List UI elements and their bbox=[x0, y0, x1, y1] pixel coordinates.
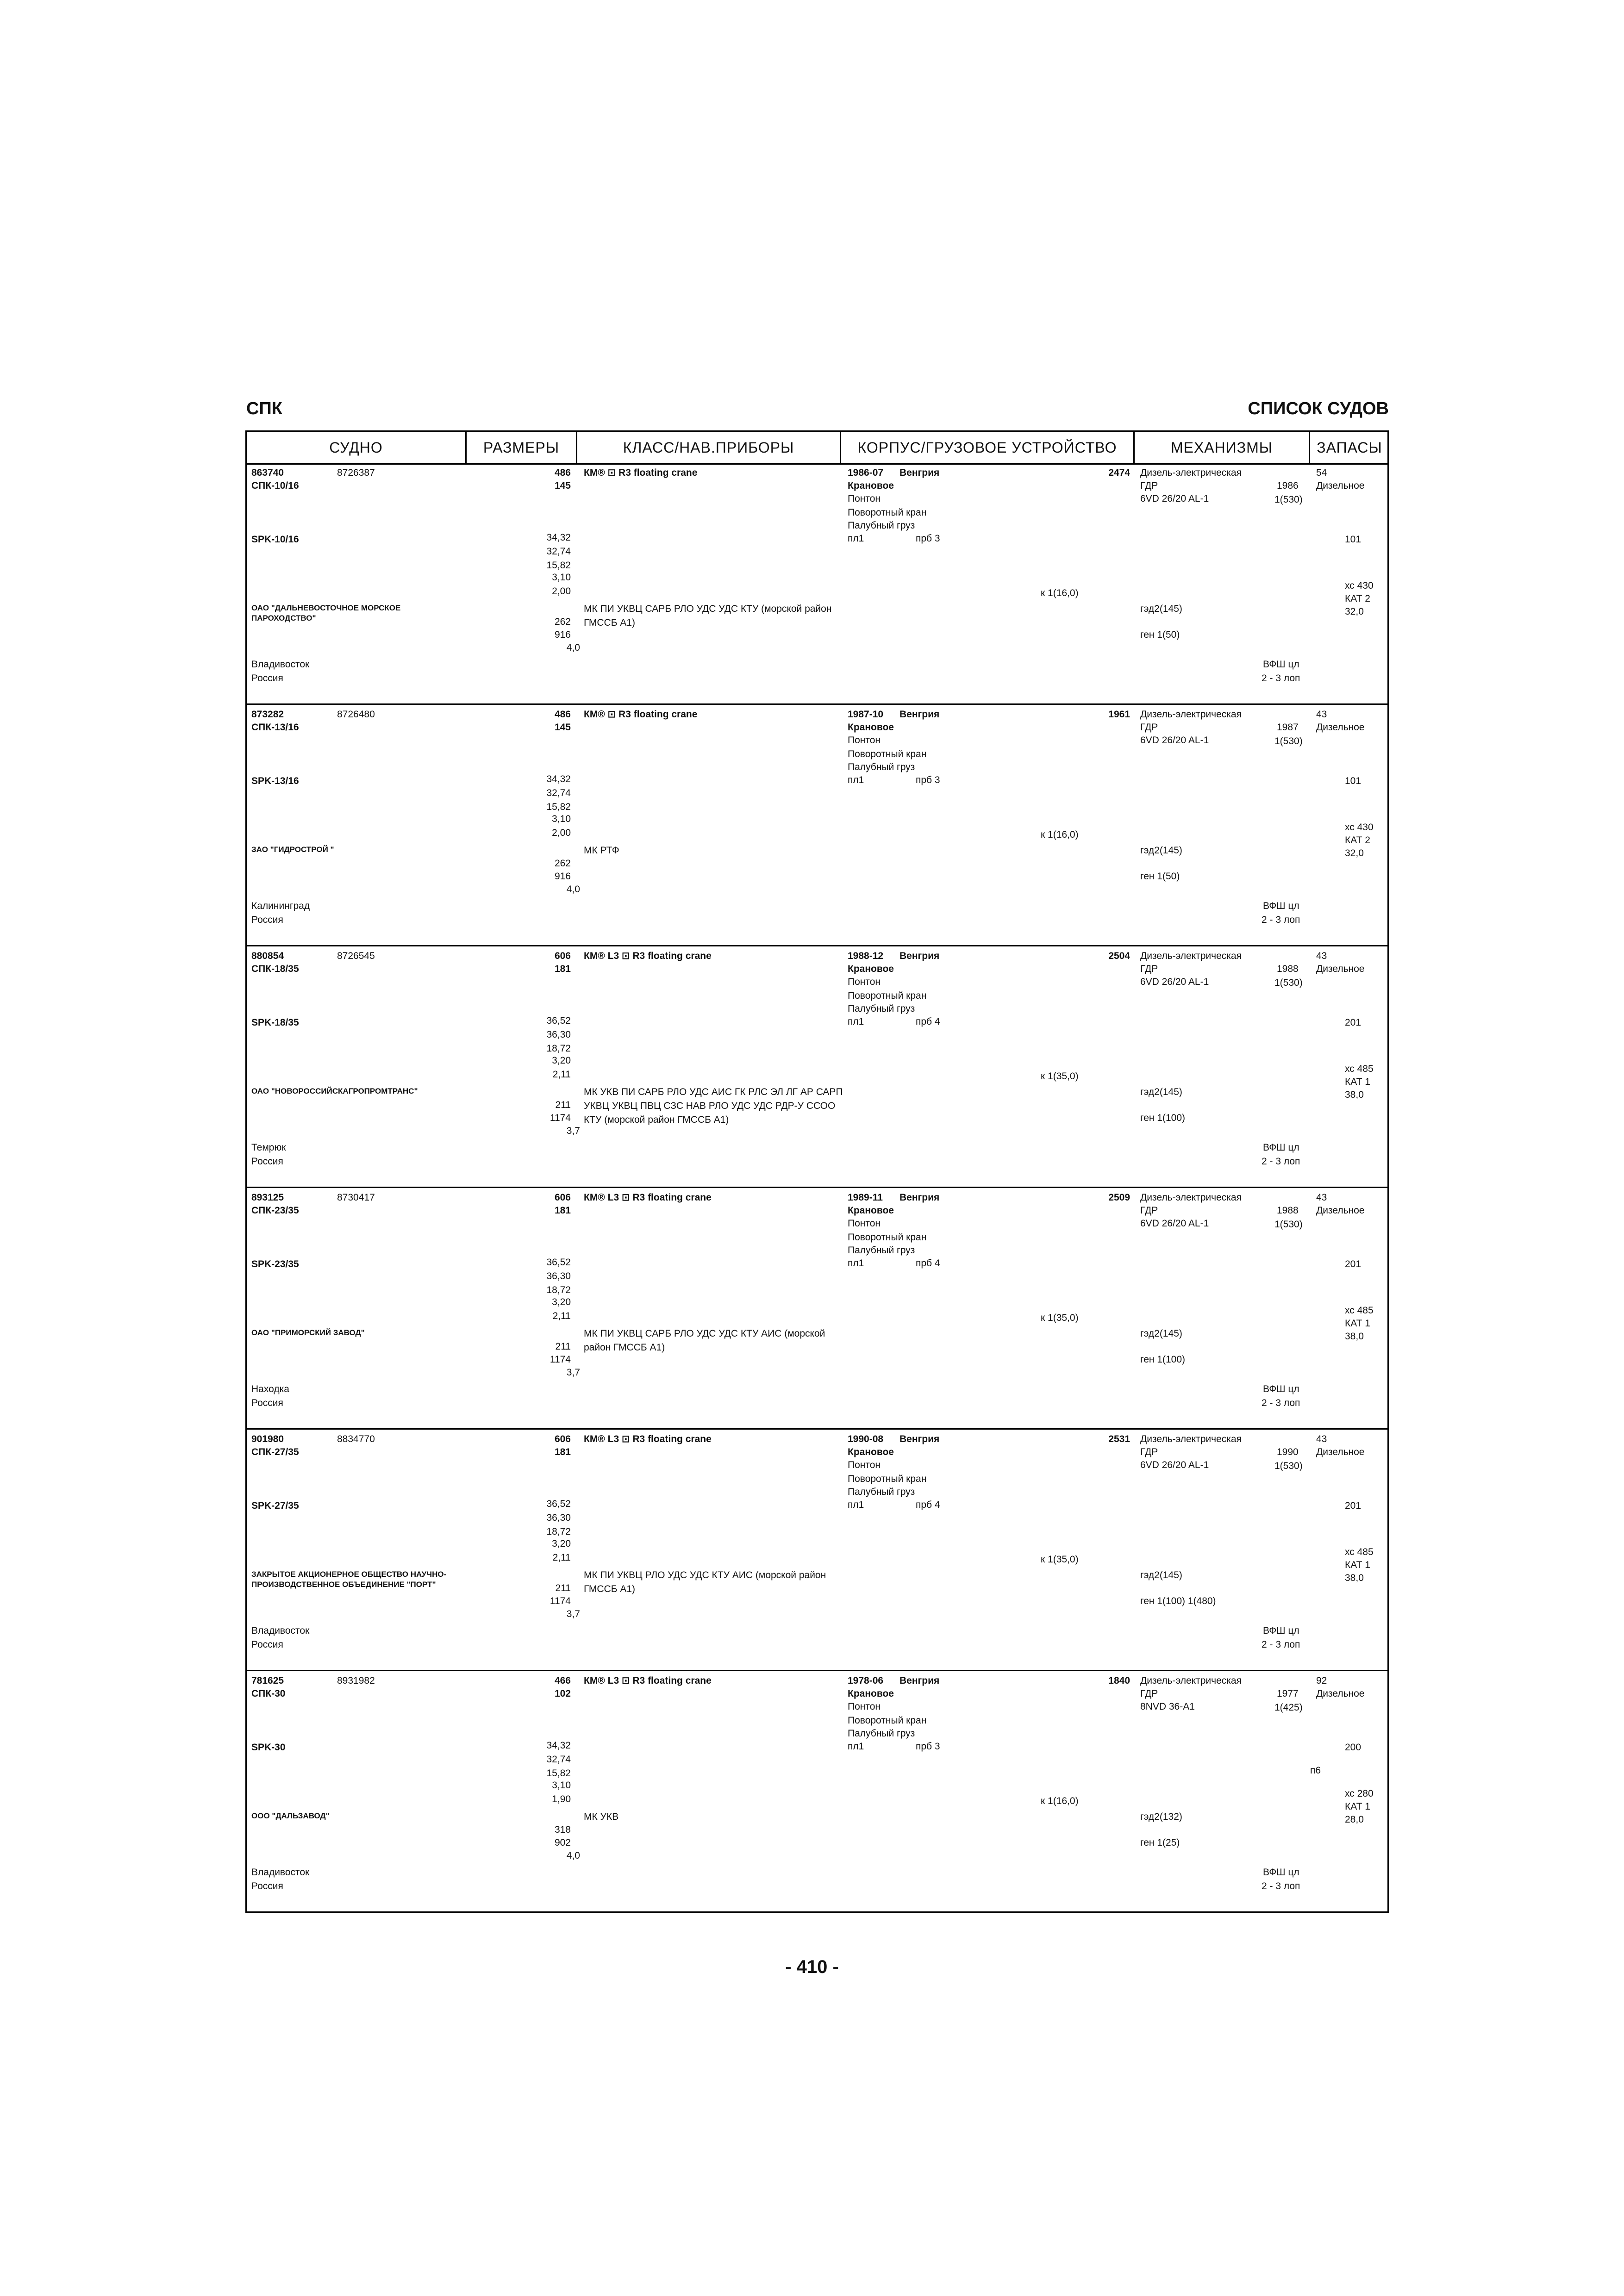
stores-crew: 43 bbox=[1316, 1434, 1327, 1444]
machinery-country: ГДР bbox=[1140, 964, 1158, 974]
speed: 3,7 bbox=[566, 1609, 580, 1619]
column-header-class: КЛАСС/НАВ.ПРИБОРЫ bbox=[623, 439, 794, 456]
navigation-equipment: МК ПИ УКВЦ САРБ РЛО УДС УДС КТУ АИС (морской район ГМССБ А1) bbox=[584, 1328, 825, 1353]
hull-tonnage: 2531 bbox=[1108, 1434, 1130, 1444]
hull-tonnage: 2509 bbox=[1108, 1192, 1130, 1203]
length-overall: 34,32 bbox=[546, 1740, 571, 1751]
vessel-latin-name: SPK-30 bbox=[251, 1742, 286, 1753]
hull-deck-cargo: Палубный груз bbox=[848, 762, 915, 772]
stores-category: КАТ 1 bbox=[1345, 1076, 1370, 1087]
owner-name: ОАО "НОВОРОССИЙСКАГРОПРОМТРАНС" bbox=[251, 1087, 418, 1095]
machinery-type: Дизель-электрическая bbox=[1140, 709, 1242, 720]
stores-value: 38,0 bbox=[1345, 1331, 1364, 1342]
stores-crew: 43 bbox=[1316, 709, 1327, 720]
draught: 2,11 bbox=[552, 1069, 571, 1080]
breadth: 15,82 bbox=[546, 802, 571, 812]
navigation-equipment: МК РТФ bbox=[584, 845, 619, 856]
net-tonnage: 145 bbox=[554, 480, 571, 491]
propulsion-motors: гэд2(132) bbox=[1140, 1811, 1182, 1822]
fuel-type: Дизельное bbox=[1316, 1205, 1365, 1216]
displacement: 902 bbox=[554, 1837, 571, 1848]
crane-capacity: к 1(35,0) bbox=[1041, 1313, 1079, 1323]
length-pp: 36,30 bbox=[546, 1029, 571, 1040]
propeller-blades: 2 - 3 лоп bbox=[1262, 1639, 1300, 1650]
vessel-table bbox=[245, 430, 1389, 1913]
column-header-hull: КОРПУС/ГРУЗОВОЕ УСТРОЙСТВО bbox=[857, 439, 1117, 456]
speed: 3,7 bbox=[566, 1126, 580, 1136]
hull-deck-cargo: Палубный груз bbox=[848, 1003, 915, 1014]
engine-power: 1(530) bbox=[1274, 977, 1303, 988]
stores-fuel: хс 485 bbox=[1345, 1064, 1374, 1074]
home-port: Владивосток bbox=[251, 1867, 310, 1878]
length-pp: 32,74 bbox=[546, 1754, 571, 1765]
imo-number: 8726387 bbox=[337, 467, 375, 478]
stores-capacity: 200 bbox=[1345, 1742, 1362, 1753]
vessel-record bbox=[247, 705, 1387, 946]
machinery-year: 1987 bbox=[1277, 722, 1299, 733]
flag-country: Россия bbox=[251, 1156, 283, 1167]
displacement: 1174 bbox=[550, 1354, 571, 1365]
generators: ген 1(100) bbox=[1140, 1354, 1186, 1365]
machinery-type: Дизель-электрическая bbox=[1140, 1192, 1242, 1203]
length-overall: 34,32 bbox=[546, 532, 571, 543]
imo-number: 8931982 bbox=[337, 1675, 375, 1686]
owner-name: ЗАО "ГИДРОСТРОЙ " bbox=[251, 845, 334, 854]
breadth: 18,72 bbox=[546, 1285, 571, 1295]
propeller-type: ВФШ цл bbox=[1263, 1625, 1299, 1636]
imo-number: 8730417 bbox=[337, 1192, 375, 1203]
owner-name: ОАО "ПРИМОРСКИЙ ЗАВОД" bbox=[251, 1328, 365, 1337]
fuel-type: Дизельное bbox=[1316, 964, 1365, 974]
engine-model: 6VD 26/20 AL-1 bbox=[1140, 1218, 1209, 1229]
breadth: 18,72 bbox=[546, 1043, 571, 1054]
length-overall: 36,52 bbox=[546, 1015, 571, 1026]
draught: 1,90 bbox=[552, 1794, 571, 1804]
stores-capacity: 101 bbox=[1345, 534, 1362, 545]
hull-pontoon: Понтон bbox=[848, 1460, 881, 1470]
hull-tonnage: 2504 bbox=[1108, 951, 1130, 961]
machinery-type: Дизель-электрическая bbox=[1140, 1434, 1242, 1444]
stores-fuel: хс 430 bbox=[1345, 580, 1374, 591]
displacement: 1174 bbox=[550, 1596, 571, 1606]
gross-tonnage: 606 bbox=[554, 1434, 571, 1444]
hull-pontoon: Понтон bbox=[848, 1701, 881, 1712]
net-tonnage: 102 bbox=[554, 1688, 571, 1699]
machinery-country: ГДР bbox=[1140, 722, 1158, 733]
propeller-type: ВФШ цл bbox=[1263, 1867, 1299, 1878]
deadweight: 318 bbox=[554, 1824, 571, 1835]
depth: 3,10 bbox=[552, 572, 571, 583]
propulsion-motors: гэд2(145) bbox=[1140, 1328, 1182, 1339]
length-pp: 32,74 bbox=[546, 788, 571, 798]
deadweight: 211 bbox=[555, 1341, 571, 1352]
build-date: 1987-10 bbox=[848, 709, 884, 720]
column-header-vessel: СУДНО bbox=[329, 439, 383, 456]
machinery-type: Дизель-электрическая bbox=[1140, 1675, 1242, 1686]
class-notation: КМ® L3 ⊡ R3 floating crane bbox=[584, 1675, 712, 1686]
breadth: 18,72 bbox=[546, 1526, 571, 1537]
machinery-type: Дизель-электрическая bbox=[1140, 951, 1242, 961]
propeller-blades: 2 - 3 лоп bbox=[1262, 1156, 1300, 1167]
build-date: 1990-08 bbox=[848, 1434, 884, 1444]
hull-deck-cargo: Палубный груз bbox=[848, 520, 915, 531]
length-pp: 36,30 bbox=[546, 1512, 571, 1523]
speed: 3,7 bbox=[566, 1367, 580, 1378]
vessel-name: СПК-10/16 bbox=[251, 480, 299, 491]
stores-capacity: 201 bbox=[1345, 1500, 1362, 1511]
registry-number: 781625 bbox=[251, 1675, 284, 1686]
machinery-year: 1977 bbox=[1277, 1688, 1299, 1699]
vessel-record bbox=[247, 946, 1387, 1188]
stores-crew: 54 bbox=[1316, 467, 1327, 478]
stores-category: КАТ 1 bbox=[1345, 1560, 1370, 1570]
machinery-year: 1986 bbox=[1277, 480, 1299, 491]
stores-fuel: хс 430 bbox=[1345, 822, 1374, 833]
machinery-country: ГДР bbox=[1140, 1205, 1158, 1216]
propulsion-motors: гэд2(145) bbox=[1140, 604, 1182, 614]
machinery-year: 1990 bbox=[1277, 1447, 1299, 1457]
column-header-stores: ЗАПАСЫ bbox=[1317, 439, 1382, 456]
engine-model: 6VD 26/20 AL-1 bbox=[1140, 977, 1209, 987]
hull-type: Крановое bbox=[848, 480, 894, 491]
hull-pontoon: Понтон bbox=[848, 977, 881, 987]
column-header-dimensions: РАЗМЕРЫ bbox=[483, 439, 560, 456]
stores-extra: п6 bbox=[1310, 1765, 1321, 1776]
machinery-type: Дизель-электрическая bbox=[1140, 467, 1242, 478]
page-header-right: СПИСОК СУДОВ bbox=[1248, 399, 1389, 418]
propeller-type: ВФШ цл bbox=[1263, 1142, 1299, 1153]
stores-value: 38,0 bbox=[1345, 1573, 1364, 1583]
vessel-name: СПК-18/35 bbox=[251, 964, 299, 974]
hull-deck-cargo: Палубный груз bbox=[848, 1728, 915, 1739]
stores-capacity: 101 bbox=[1345, 776, 1362, 786]
engine-power: 1(530) bbox=[1274, 1461, 1303, 1471]
length-pp: 32,74 bbox=[546, 546, 571, 557]
home-port: Находка bbox=[251, 1384, 289, 1394]
hull-type: Крановое bbox=[848, 1447, 894, 1457]
net-tonnage: 181 bbox=[554, 1205, 571, 1216]
vessel-latin-name: SPK-10/16 bbox=[251, 534, 299, 545]
displacement: 916 bbox=[554, 629, 571, 640]
propulsion-motors: гэд2(145) bbox=[1140, 1087, 1182, 1097]
registry-number: 863740 bbox=[251, 467, 284, 478]
hull-tonnage: 1840 bbox=[1108, 1675, 1130, 1686]
machinery-country: ГДР bbox=[1140, 1447, 1158, 1457]
build-country: Венгрия bbox=[899, 1434, 940, 1444]
fuel-type: Дизельное bbox=[1316, 480, 1365, 491]
vessel-latin-name: SPK-27/35 bbox=[251, 1500, 299, 1511]
speed: 4,0 bbox=[566, 1850, 580, 1861]
propeller-blades: 2 - 3 лоп bbox=[1262, 915, 1300, 925]
build-date: 1988-12 bbox=[848, 951, 884, 961]
hull-crane: Поворотный кран bbox=[848, 1232, 927, 1243]
flag-country: Россия bbox=[251, 1881, 283, 1892]
hull-crane: Поворотный кран bbox=[848, 749, 927, 759]
vessel-latin-name: SPK-13/16 bbox=[251, 776, 299, 786]
gross-tonnage: 486 bbox=[554, 709, 571, 720]
machinery-country: ГДР bbox=[1140, 1688, 1158, 1699]
fuel-type: Дизельное bbox=[1316, 1688, 1365, 1699]
length-pp: 36,30 bbox=[546, 1271, 571, 1282]
propeller-blades: 2 - 3 лоп bbox=[1262, 1398, 1300, 1408]
hull-crane: Поворотный кран bbox=[848, 1715, 927, 1726]
displacement: 1174 bbox=[550, 1113, 571, 1123]
engine-power: 1(530) bbox=[1274, 736, 1303, 747]
owner-name: ООО "ДАЛЬЗАВОД" bbox=[251, 1811, 330, 1820]
vessel-record bbox=[247, 463, 1387, 705]
flag-country: Россия bbox=[251, 673, 283, 684]
deck-count: пл1 bbox=[848, 775, 864, 785]
column-header-machinery: МЕХАНИЗМЫ bbox=[1170, 439, 1273, 456]
bulkheads: прб 3 bbox=[916, 775, 940, 785]
hull-pontoon: Понтон bbox=[848, 493, 881, 504]
build-date: 1986-07 bbox=[848, 467, 884, 478]
stores-category: КАТ 1 bbox=[1345, 1318, 1370, 1329]
hull-type: Крановое bbox=[848, 964, 894, 974]
net-tonnage: 145 bbox=[554, 722, 571, 733]
class-notation: КМ® ⊡ R3 floating crane bbox=[584, 709, 698, 720]
navigation-equipment: МК УКВ ПИ САРБ РЛО УДС АИС ГК РЛС ЭЛ ЛГ АР САРП УКВЦ УКВЦ ПВЦ СЗС НАВ РЛО УДС УДС РДР-У ССОО КТУ (морской район ГМССБ А1) bbox=[584, 1087, 843, 1125]
registry-number: 893125 bbox=[251, 1192, 284, 1203]
home-port: Владивосток bbox=[251, 1625, 310, 1636]
draught: 2,11 bbox=[552, 1311, 571, 1321]
hull-deck-cargo: Палубный груз bbox=[848, 1245, 915, 1256]
crane-capacity: к 1(35,0) bbox=[1041, 1554, 1079, 1565]
flag-country: Россия bbox=[251, 915, 283, 925]
propulsion-motors: гэд2(145) bbox=[1140, 845, 1182, 856]
stores-crew: 92 bbox=[1316, 1675, 1327, 1686]
flag-country: Россия bbox=[251, 1639, 283, 1650]
gross-tonnage: 486 bbox=[554, 467, 571, 478]
navigation-equipment: МК ПИ УКВЦ РЛО УДС УДС КТУ АИС (морской район ГМССБ А1) bbox=[584, 1570, 826, 1594]
stores-category: КАТ 2 bbox=[1345, 593, 1370, 604]
crane-capacity: к 1(16,0) bbox=[1041, 829, 1079, 840]
hull-tonnage: 1961 bbox=[1108, 709, 1130, 720]
net-tonnage: 181 bbox=[554, 964, 571, 974]
build-country: Венгрия bbox=[899, 1675, 940, 1686]
hull-crane: Поворотный кран bbox=[848, 1474, 927, 1484]
deck-count: пл1 bbox=[848, 1741, 864, 1752]
registry-number: 873282 bbox=[251, 709, 284, 720]
fuel-type: Дизельное bbox=[1316, 1447, 1365, 1457]
crane-capacity: к 1(16,0) bbox=[1041, 1796, 1079, 1806]
hull-type: Крановое bbox=[848, 1205, 894, 1216]
hull-type: Крановое bbox=[848, 1688, 894, 1699]
build-date: 1978-06 bbox=[848, 1675, 884, 1686]
fuel-type: Дизельное bbox=[1316, 722, 1365, 733]
speed: 4,0 bbox=[566, 642, 580, 653]
class-notation: КМ® L3 ⊡ R3 floating crane bbox=[584, 1434, 712, 1444]
stores-crew: 43 bbox=[1316, 951, 1327, 961]
build-country: Венгрия bbox=[899, 951, 940, 961]
propulsion-motors: гэд2(145) bbox=[1140, 1570, 1182, 1580]
stores-capacity: 201 bbox=[1345, 1017, 1362, 1028]
bulkheads: прб 3 bbox=[916, 533, 940, 544]
hull-type: Крановое bbox=[848, 722, 894, 733]
generators: ген 1(50) bbox=[1140, 871, 1180, 882]
flag-country: Россия bbox=[251, 1398, 283, 1408]
engine-power: 1(530) bbox=[1274, 494, 1303, 505]
vessel-latin-name: SPK-23/35 bbox=[251, 1259, 299, 1269]
propeller-type: ВФШ цл bbox=[1263, 1384, 1299, 1394]
stores-category: КАТ 1 bbox=[1345, 1801, 1370, 1812]
page-number: - 410 - bbox=[785, 1957, 839, 1977]
deck-count: пл1 bbox=[848, 1258, 864, 1269]
deadweight: 262 bbox=[554, 616, 571, 627]
navigation-equipment: МК ПИ УКВЦ САРБ РЛО УДС УДС КТУ (морской район ГМССБ А1) bbox=[584, 604, 832, 628]
bulkheads: прб 4 bbox=[916, 1258, 940, 1269]
stores-value: 32,0 bbox=[1345, 606, 1364, 617]
stores-value: 32,0 bbox=[1345, 848, 1364, 859]
home-port: Темрюк bbox=[251, 1142, 286, 1153]
depth: 3,20 bbox=[552, 1538, 571, 1549]
propeller-type: ВФШ цл bbox=[1263, 659, 1299, 670]
stores-capacity: 201 bbox=[1345, 1259, 1362, 1269]
vessel-latin-name: SPK-18/35 bbox=[251, 1017, 299, 1028]
propeller-blades: 2 - 3 лоп bbox=[1262, 1881, 1300, 1892]
imo-number: 8726480 bbox=[337, 709, 375, 720]
propeller-blades: 2 - 3 лоп bbox=[1262, 673, 1300, 684]
navigation-equipment: МК УКВ bbox=[584, 1811, 619, 1822]
machinery-country: ГДР bbox=[1140, 480, 1158, 491]
class-notation: КМ® L3 ⊡ R3 floating crane bbox=[584, 1192, 712, 1203]
column-headers bbox=[247, 432, 1387, 465]
bulkheads: прб 4 bbox=[916, 1500, 940, 1510]
bulkheads: прб 3 bbox=[916, 1741, 940, 1752]
stores-category: КАТ 2 bbox=[1345, 835, 1370, 846]
breadth: 15,82 bbox=[546, 560, 571, 571]
hull-crane: Поворотный кран bbox=[848, 507, 927, 518]
stores-fuel: хс 485 bbox=[1345, 1547, 1374, 1557]
vessel-name: СПК-30 bbox=[251, 1688, 286, 1699]
class-notation: КМ® L3 ⊡ R3 floating crane bbox=[584, 951, 712, 961]
hull-deck-cargo: Палубный груз bbox=[848, 1487, 915, 1497]
vessel-record bbox=[247, 1671, 1387, 1913]
home-port: Калининград bbox=[251, 901, 310, 911]
engine-model: 6VD 26/20 AL-1 bbox=[1140, 1460, 1209, 1470]
deadweight: 211 bbox=[555, 1583, 571, 1593]
length-overall: 36,52 bbox=[546, 1499, 571, 1509]
deadweight: 262 bbox=[554, 858, 571, 869]
crane-capacity: к 1(16,0) bbox=[1041, 588, 1079, 598]
depth: 3,10 bbox=[552, 1780, 571, 1791]
registry-number: 901980 bbox=[251, 1434, 284, 1444]
engine-model: 6VD 26/20 AL-1 bbox=[1140, 493, 1209, 504]
generators: ген 1(25) bbox=[1140, 1837, 1180, 1848]
gross-tonnage: 606 bbox=[554, 1192, 571, 1203]
machinery-year: 1988 bbox=[1277, 1205, 1299, 1216]
vessel-name: СПК-13/16 bbox=[251, 722, 299, 733]
depth: 3,10 bbox=[552, 814, 571, 824]
stores-value: 38,0 bbox=[1345, 1089, 1364, 1100]
deck-count: пл1 bbox=[848, 533, 864, 544]
vessel-record bbox=[247, 1430, 1387, 1671]
engine-model: 8NVD 36-A1 bbox=[1140, 1701, 1195, 1712]
page-header-left: СПК bbox=[246, 399, 282, 418]
owner-name: ОАО "ДАЛЬНЕВОСТОЧНОЕ МОРСКОЕ ПАРОХОДСТВО" bbox=[251, 604, 401, 622]
vessel-name: СПК-27/35 bbox=[251, 1447, 299, 1457]
breadth: 15,82 bbox=[546, 1768, 571, 1779]
draught: 2,00 bbox=[552, 828, 571, 838]
bulkheads: прб 4 bbox=[916, 1016, 940, 1027]
gross-tonnage: 606 bbox=[554, 951, 571, 961]
stores-fuel: хс 485 bbox=[1345, 1305, 1374, 1316]
length-overall: 34,32 bbox=[546, 774, 571, 784]
build-country: Венгрия bbox=[899, 709, 940, 720]
draught: 2,00 bbox=[552, 586, 571, 597]
engine-power: 1(425) bbox=[1274, 1702, 1303, 1713]
stores-value: 28,0 bbox=[1345, 1814, 1364, 1825]
build-country: Венгрия bbox=[899, 1192, 940, 1203]
speed: 4,0 bbox=[566, 884, 580, 895]
propeller-type: ВФШ цл bbox=[1263, 901, 1299, 911]
displacement: 916 bbox=[554, 871, 571, 882]
hull-pontoon: Понтон bbox=[848, 1218, 881, 1229]
engine-power: 1(530) bbox=[1274, 1219, 1303, 1230]
build-country: Венгрия bbox=[899, 467, 940, 478]
deadweight: 211 bbox=[555, 1100, 571, 1110]
deck-count: пл1 bbox=[848, 1016, 864, 1027]
deck-count: пл1 bbox=[848, 1500, 864, 1510]
imo-number: 8834770 bbox=[337, 1434, 375, 1444]
depth: 3,20 bbox=[552, 1297, 571, 1307]
gross-tonnage: 466 bbox=[554, 1675, 571, 1686]
home-port: Владивосток bbox=[251, 659, 310, 670]
class-notation: КМ® ⊡ R3 floating crane bbox=[584, 467, 698, 478]
stores-fuel: хс 280 bbox=[1345, 1788, 1374, 1799]
vessel-record bbox=[247, 1188, 1387, 1430]
vessel-name: СПК-23/35 bbox=[251, 1205, 299, 1216]
hull-pontoon: Понтон bbox=[848, 735, 881, 746]
build-date: 1989-11 bbox=[848, 1192, 883, 1203]
depth: 3,20 bbox=[552, 1055, 571, 1066]
crane-capacity: к 1(35,0) bbox=[1041, 1071, 1079, 1082]
net-tonnage: 181 bbox=[554, 1447, 571, 1457]
hull-tonnage: 2474 bbox=[1108, 467, 1130, 478]
owner-name: ЗАКРЫТОЕ АКЦИОНЕРНОЕ ОБЩЕСТВО НАУЧНО-ПРОИЗВОДСТВЕННОЕ ОБЪЕДИНЕНИЕ "ПОРТ" bbox=[251, 1570, 447, 1589]
draught: 2,11 bbox=[552, 1552, 571, 1563]
generators: ген 1(50) bbox=[1140, 629, 1180, 640]
machinery-year: 1988 bbox=[1277, 964, 1299, 974]
imo-number: 8726545 bbox=[337, 951, 375, 961]
generators: ген 1(100) bbox=[1140, 1113, 1186, 1123]
registry-number: 880854 bbox=[251, 951, 284, 961]
engine-model: 6VD 26/20 AL-1 bbox=[1140, 735, 1209, 746]
generators: ген 1(100) 1(480) bbox=[1140, 1596, 1216, 1606]
hull-crane: Поворотный кран bbox=[848, 990, 927, 1001]
length-overall: 36,52 bbox=[546, 1257, 571, 1268]
stores-crew: 43 bbox=[1316, 1192, 1327, 1203]
